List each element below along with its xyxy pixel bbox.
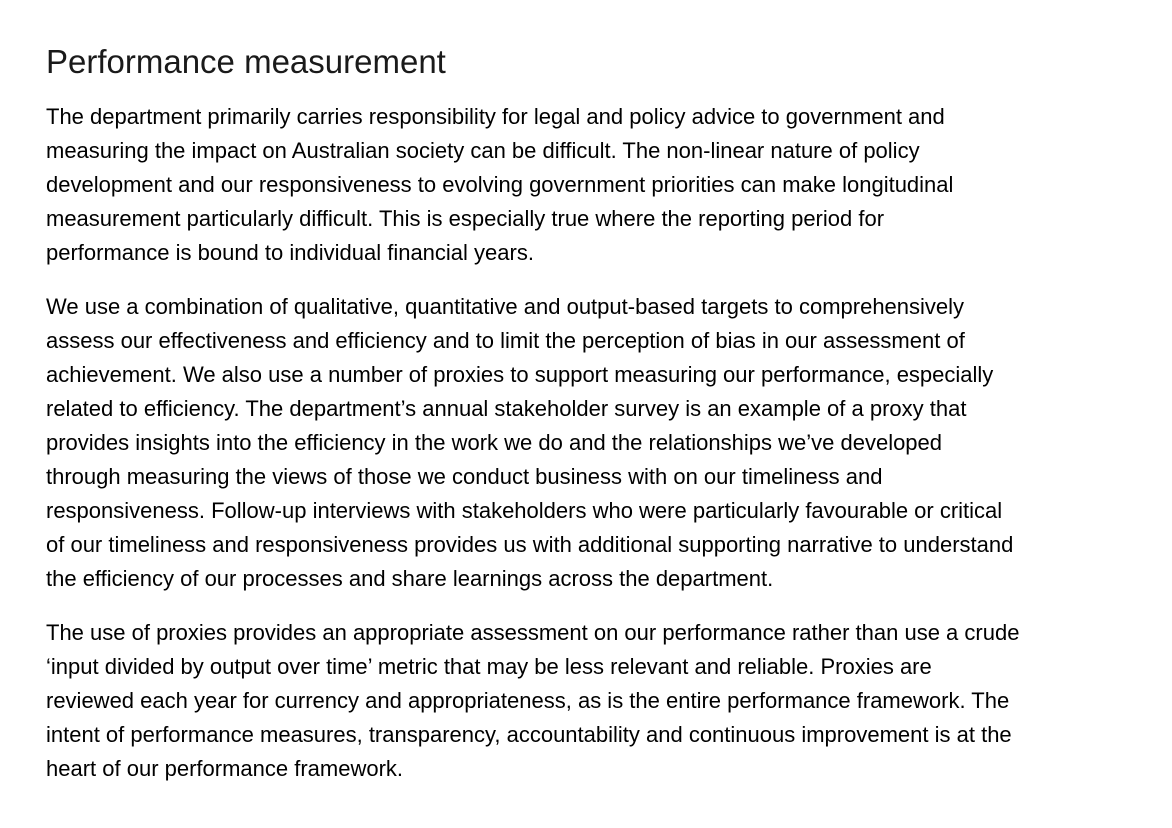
section-heading: Performance measurement	[46, 43, 446, 80]
paragraph-line: measuring the impact on Australian society can be difficult. The non-linear nature of policy	[46, 138, 920, 163]
paragraph-2	[46, 290, 1126, 596]
paragraph-line: of our timeliness and responsiveness provides us with additional supporting narrative to understand	[46, 532, 1014, 557]
paragraph-3	[46, 616, 1126, 786]
paragraph-1	[46, 100, 1126, 270]
paragraph-line: achievement. We also use a number of proxies to support measuring our performance, especially	[46, 362, 994, 387]
paragraph-line: assess our effectiveness and efficiency and to limit the perception of bias in our assessment of	[46, 328, 965, 353]
paragraph-line: the efficiency of our processes and share learnings across the department.	[46, 566, 774, 591]
paragraph-line: heart of our performance framework.	[46, 756, 404, 781]
paragraph-line: reviewed each year for currency and appropriateness, as is the entire performance framework. The	[46, 688, 1010, 713]
paragraph-line: responsiveness. Follow-up interviews with stakeholders who were particularly favourable or critical	[46, 498, 1003, 523]
paragraph-line: through measuring the views of those we conduct business with on our timeliness and	[46, 464, 883, 489]
paragraph-line: related to efficiency. The department’s annual stakeholder survey is an example of a proxy that	[46, 396, 967, 421]
paragraph-line: intent of performance measures, transparency, accountability and continuous improvement is at the	[46, 722, 1012, 747]
paragraph-line: The use of proxies provides an appropriate assessment on our performance rather than use a crude	[46, 620, 1020, 645]
paragraph-line: performance is bound to individual financial years.	[46, 240, 534, 265]
paragraph-line: ‘input divided by output over time’ metric that may be less relevant and reliable. Proxies are	[46, 654, 932, 679]
paragraph-line: measurement particularly difficult. This is especially true where the reporting period for	[46, 206, 885, 231]
paragraph-line: We use a combination of qualitative, quantitative and output-based targets to comprehensively	[46, 294, 965, 319]
paragraph-line: development and our responsiveness to evolving government priorities can make longitudinal	[46, 172, 954, 197]
paragraph-line: provides insights into the efficiency in the work we do and the relationships we’ve developed	[46, 430, 943, 455]
paragraph-line: The department primarily carries responsibility for legal and policy advice to government and	[46, 104, 945, 129]
